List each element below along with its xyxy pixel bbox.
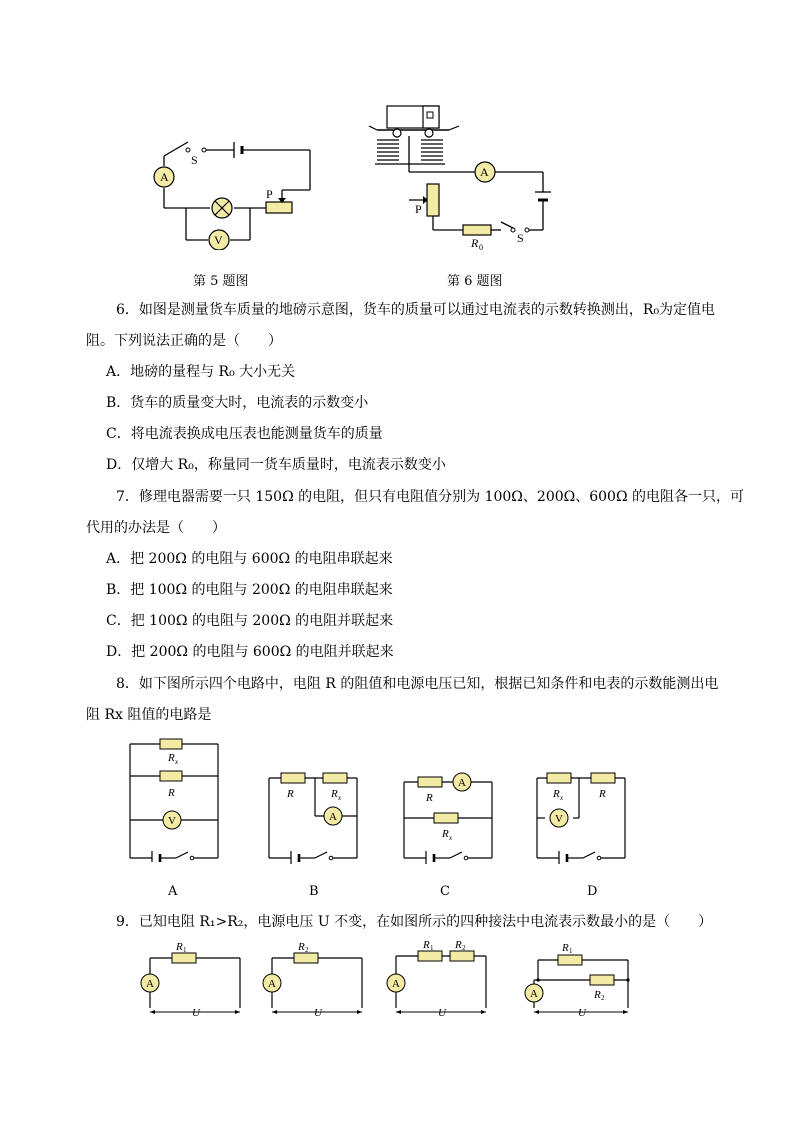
q6-stem-line2: 阻。下列说法正确的是（ ） [86, 333, 282, 349]
svg-text:x: x [560, 794, 564, 802]
q7-stem-line2: 代用的办法是（ ） [86, 520, 226, 536]
svg-text:U: U [438, 1007, 446, 1019]
svg-text:A: A [458, 777, 466, 789]
svg-text:A: A [480, 165, 489, 179]
svg-text:A: A [392, 978, 400, 990]
svg-text:A: A [268, 978, 276, 990]
q6-option-a: A．地磅的量程与 R₀ 大小无关 [106, 364, 296, 380]
svg-text:A: A [530, 988, 538, 1000]
resistor-r0 [463, 225, 491, 235]
figure-5-circuit [150, 128, 320, 250]
q8-caption-b: B [309, 884, 319, 899]
svg-text:P: P [415, 202, 422, 216]
svg-text:A: A [329, 811, 337, 823]
svg-text:R: R [176, 941, 183, 953]
svg-text:A: A [160, 170, 169, 184]
figure-6-weighbridge [365, 100, 565, 252]
q6-option-d: D．仅增大 R₀，称量同一货车质量时，电流表示数变小 [106, 457, 446, 473]
svg-text:V: V [555, 813, 563, 825]
q8-stem-line2: 阻 Rx 阻值的电路是 [86, 707, 212, 723]
svg-text:S: S [191, 153, 198, 167]
q9-stem-line1: 9．已知电阻 R₁>R₂，电源电压 U 不变，在如图所示的四种接法中电流表示数最小的是（ ） [116, 914, 713, 930]
svg-text:R: R [423, 939, 430, 951]
svg-text:A: A [146, 978, 154, 990]
svg-text:V: V [214, 233, 223, 247]
svg-text:R: R [562, 942, 569, 954]
q7-stem-line1: 7．修理电器需要一只 150Ω 的电阻，但只有电阻值分别为 100Ω、200Ω、600Ω 的电阻各一只，可 [116, 489, 745, 505]
svg-text:R: R [287, 788, 294, 800]
q7-option-b: B．把 100Ω 的电阻与 200Ω 的电阻串联起来 [106, 582, 393, 598]
rheostat-icon [427, 184, 439, 216]
svg-text:2: 2 [601, 994, 605, 1002]
q8-caption-d: D [587, 884, 598, 899]
svg-text:R: R [298, 941, 305, 953]
svg-text:2: 2 [462, 944, 466, 952]
q9-circuit-2 [258, 940, 368, 1020]
svg-text:R: R [455, 939, 462, 951]
svg-text:P: P [266, 187, 273, 201]
svg-text:1: 1 [430, 944, 434, 952]
svg-text:R: R [599, 788, 606, 800]
svg-text:R: R [168, 752, 175, 764]
figure-6-caption: 第 6 题图 [447, 274, 503, 289]
svg-text:R: R [331, 788, 338, 800]
rheostat-icon [266, 202, 292, 213]
svg-text:V: V [168, 815, 176, 827]
q6-option-b: B．货车的质量变大时，电流表的示数变小 [106, 395, 369, 411]
q8-circuit-b [265, 768, 361, 864]
q8-caption-c: C [440, 884, 450, 899]
svg-text:U: U [192, 1007, 200, 1019]
figure-5-caption: 第 5 题图 [193, 274, 249, 289]
q7-option-a: A．把 200Ω 的电阻与 600Ω 的电阻串联起来 [106, 551, 393, 567]
svg-text:U: U [314, 1007, 322, 1019]
q7-option-d: D．把 200Ω 的电阻与 600Ω 的电阻并联起来 [106, 644, 394, 660]
q9-circuit-4 [520, 936, 635, 1020]
svg-text:x: x [338, 794, 342, 802]
svg-text:0: 0 [479, 243, 483, 252]
q9-circuit-1 [136, 940, 246, 1020]
svg-text:S: S [517, 231, 524, 245]
q8-circuit-d [533, 768, 629, 864]
svg-text:1: 1 [183, 946, 187, 954]
svg-text:2: 2 [305, 946, 309, 954]
svg-text:U: U [578, 1007, 586, 1019]
q6-stem-line1: 6．如图是测量货车质量的地磅示意图，货车的质量可以通过电流表的示数转换测出，R₀为定值电 [116, 302, 716, 318]
q8-caption-a: A [168, 884, 178, 899]
svg-text:R: R [594, 989, 601, 1001]
q6-option-c: C．将电流表换成电压表也能测量货车的质量 [106, 426, 383, 442]
q8-circuit-a [126, 734, 222, 862]
svg-text:R: R [168, 787, 175, 799]
svg-text:x: x [449, 834, 453, 842]
q9-circuit-3 [382, 936, 492, 1020]
svg-text:R: R [471, 236, 479, 250]
truck-icon [369, 106, 459, 137]
svg-text:x: x [175, 758, 179, 766]
svg-text:R: R [426, 792, 433, 804]
q8-stem-line1: 8．如下图所示四个电路中，电阻 R 的阻值和电源电压已知，根据已知条件和电表的示数能测出电 [116, 676, 719, 692]
svg-text:R: R [442, 828, 449, 840]
q8-circuit-c [400, 768, 496, 864]
svg-text:R: R [553, 788, 560, 800]
q7-option-c: C．把 100Ω 的电阻与 200Ω 的电阻并联起来 [106, 613, 394, 629]
svg-text:1: 1 [569, 947, 573, 955]
